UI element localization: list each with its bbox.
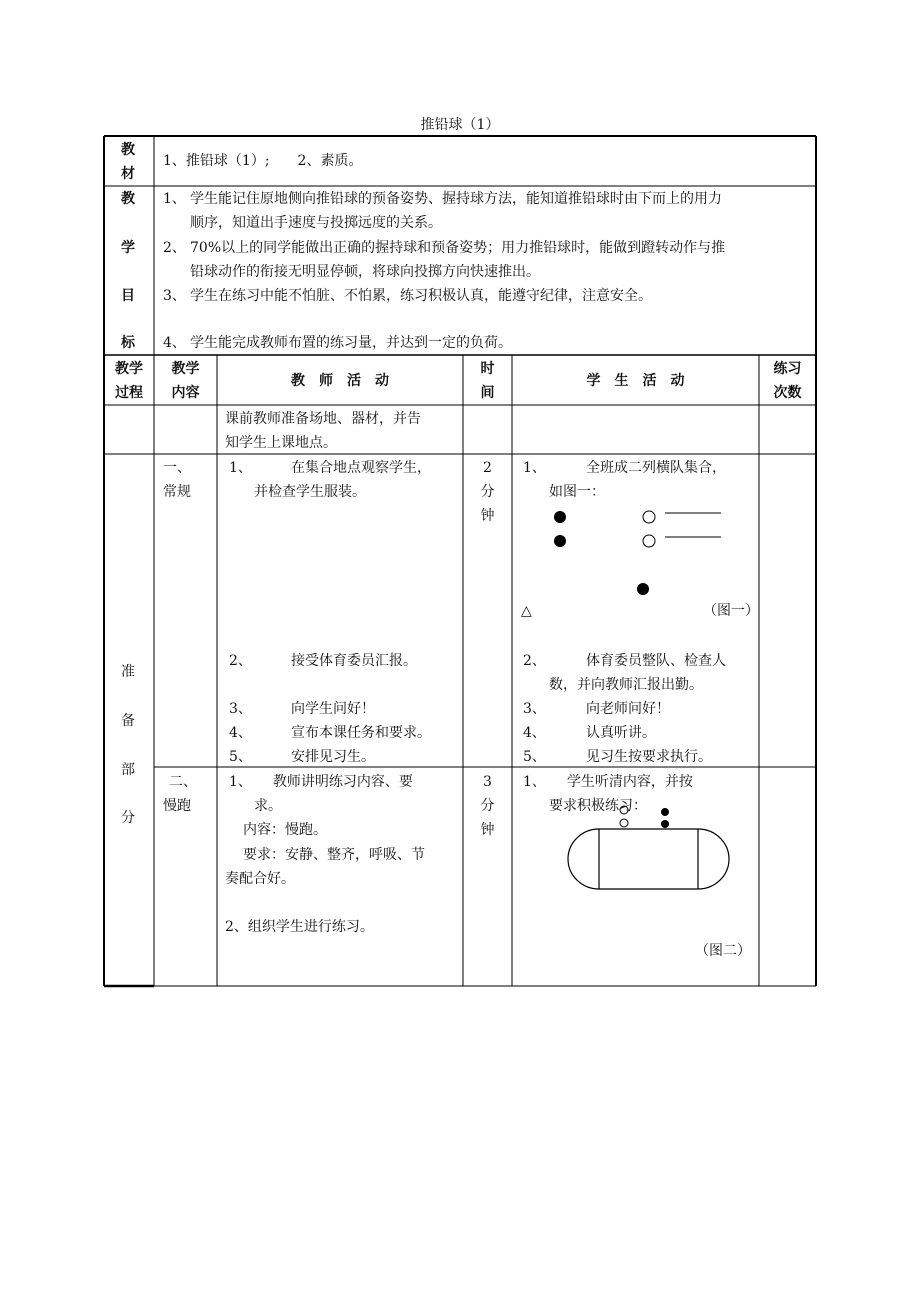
part2-teacher-line-2: 求。 (254, 798, 282, 814)
objectives-label-3: 目 (121, 288, 135, 304)
part1-student-text-4: 认真听讲。 (586, 725, 656, 741)
objective-num-4: 4、 (163, 335, 186, 351)
objectives-label-4: 标 (121, 335, 135, 351)
part1-time-3: 钟 (480, 508, 495, 524)
part1-student-num-2: 2、 (523, 653, 546, 669)
col-content-2: 内容 (171, 385, 200, 401)
col-student: 学 生 活 动 (586, 373, 685, 389)
part1-teacher-text-4: 宣布本课任务和要求。 (291, 725, 431, 741)
part1-student-text-3: 向老师问好！ (586, 701, 670, 717)
part1-teacher-text-5: 安排见习生。 (291, 749, 375, 765)
section-label-1: 准 (121, 664, 135, 680)
col-content-1: 教学 (171, 361, 200, 377)
material-text: 1、推铅球（1）; 2、素质。 (163, 153, 363, 169)
objectives-label-2: 学 (121, 240, 135, 256)
track-diagram (568, 806, 729, 889)
objective-num-2: 2、 (163, 240, 186, 256)
part2-student-line-2: 要求积极练习： (549, 798, 647, 814)
part1-teacher-num-5: 5、 (229, 749, 252, 765)
student-dot (554, 535, 566, 547)
material-label-2: 材 (121, 166, 135, 182)
student-circle (643, 511, 655, 523)
part1-teacher-num-1: 1、 (229, 460, 252, 476)
pre-class-line-1: 课前教师准备场地、器材，并告 (225, 411, 421, 427)
part1-student-cont-2: 数，并向教师汇报出勤。 (549, 677, 703, 693)
part2-teacher-line-6: 2、组织学生进行练习。 (225, 919, 374, 935)
part1-teacher-num-4: 4、 (229, 725, 252, 741)
figure2-caption: （图二） (695, 943, 751, 959)
objective-3-line-1: 学生在练习中能不怕脏、不怕累，练习积极认真，能遵守纪律，注意安全。 (190, 288, 652, 304)
section-label-2: 备 (121, 713, 135, 729)
part1-content-1: 一、 (163, 460, 191, 476)
col-teacher: 教 师 活 动 (291, 373, 389, 389)
section-label-4: 分 (121, 810, 135, 826)
part2-time-1: 3 (483, 774, 492, 790)
objective-1-line-2: 顺序，知道出手速度与投掷远度的关系。 (190, 215, 442, 231)
part1-student-num-1: 1、 (523, 460, 546, 476)
objective-1-line-1: 学生能记住原地侧向推铅球的预备姿势、握持球方法，能知道推铅球时由下而上的用力 (190, 191, 722, 207)
part2-teacher-line-3: 内容：慢跑。 (243, 822, 327, 838)
part1-teacher-num-2: 2、 (229, 653, 252, 669)
part1-student-text-2: 体育委员整队、检查人 (586, 653, 726, 669)
col-process-2: 过程 (115, 385, 143, 401)
col-count-1: 练习 (773, 361, 802, 377)
teacher-circle (620, 819, 628, 827)
objective-2-line-1: 70%以上的同学能做出正确的握持球和预备姿势；用力推铅球时，能做到蹬转动作与推 (190, 240, 726, 256)
part1-teacher-text-3: 向学生问好！ (291, 701, 375, 717)
part2-time-3: 钟 (480, 822, 495, 838)
objective-2-line-2: 铅球动作的衔接无明显停顿，将球向投掷方向快速推出。 (190, 264, 540, 280)
part2-content-1: 二、 (169, 774, 197, 790)
objective-num-3: 3、 (163, 288, 186, 304)
pre-class-line-2: 知学生上课地点。 (225, 435, 337, 451)
part1-teacher-text-2: 接受体育委员汇报。 (291, 653, 417, 669)
part2-teacher-line-5: 奏配合好。 (225, 871, 295, 887)
figure1-caption: （图一） (703, 603, 759, 619)
part2-teacher-line-4: 要求：安静、整齐，呼吸、节 (243, 847, 425, 863)
student-circle (643, 535, 655, 547)
col-time-1: 时 (480, 361, 495, 377)
runner-dot (661, 820, 669, 828)
part1-teacher-cont-1: 并检查学生服装。 (254, 484, 366, 500)
part1-teacher-text-1: 在集合地点观察学生， (291, 460, 431, 476)
part1-student-num-4: 4、 (523, 725, 546, 741)
sports-committee-dot (637, 583, 649, 595)
part2-teacher-line-1: 1、 教师讲明练习内容、要 (229, 774, 413, 790)
part1-student-text-5: 见习生按要求执行。 (586, 749, 712, 765)
teacher-symbol: △ (521, 603, 532, 619)
section-label-3: 部 (121, 762, 135, 778)
part1-student-cont-1: 如图一： (549, 484, 605, 500)
part2-content-2: 慢跑 (163, 798, 191, 814)
part1-teacher-num-3: 3、 (229, 701, 252, 717)
part1-content-2: 常规 (163, 484, 191, 500)
page-title: 推铅球（1） (420, 117, 500, 133)
formation-diagram (554, 511, 721, 595)
part1-student-num-5: 5、 (523, 749, 546, 765)
objective-num-1: 1、 (163, 191, 186, 207)
student-dot (554, 511, 566, 523)
material-label-1: 教 (121, 142, 135, 158)
part2-time-2: 分 (480, 798, 495, 814)
col-process-1: 教学 (115, 361, 143, 377)
col-count-2: 次数 (773, 385, 802, 401)
part1-student-text-1: 全班成二列横队集合， (586, 460, 726, 476)
part1-time-2: 分 (480, 484, 495, 500)
part1-time-1: 2 (483, 460, 492, 476)
objective-4-line-1: 学生能完成教师布置的练习量，并达到一定的负荷。 (190, 335, 512, 351)
part2-student-line-1: 1、 学生听清内容，并按 (523, 774, 693, 790)
part1-student-num-3: 3、 (523, 701, 546, 717)
col-time-2: 间 (480, 385, 495, 401)
objectives-label-1: 教 (121, 191, 135, 207)
runner-dot (661, 808, 669, 816)
